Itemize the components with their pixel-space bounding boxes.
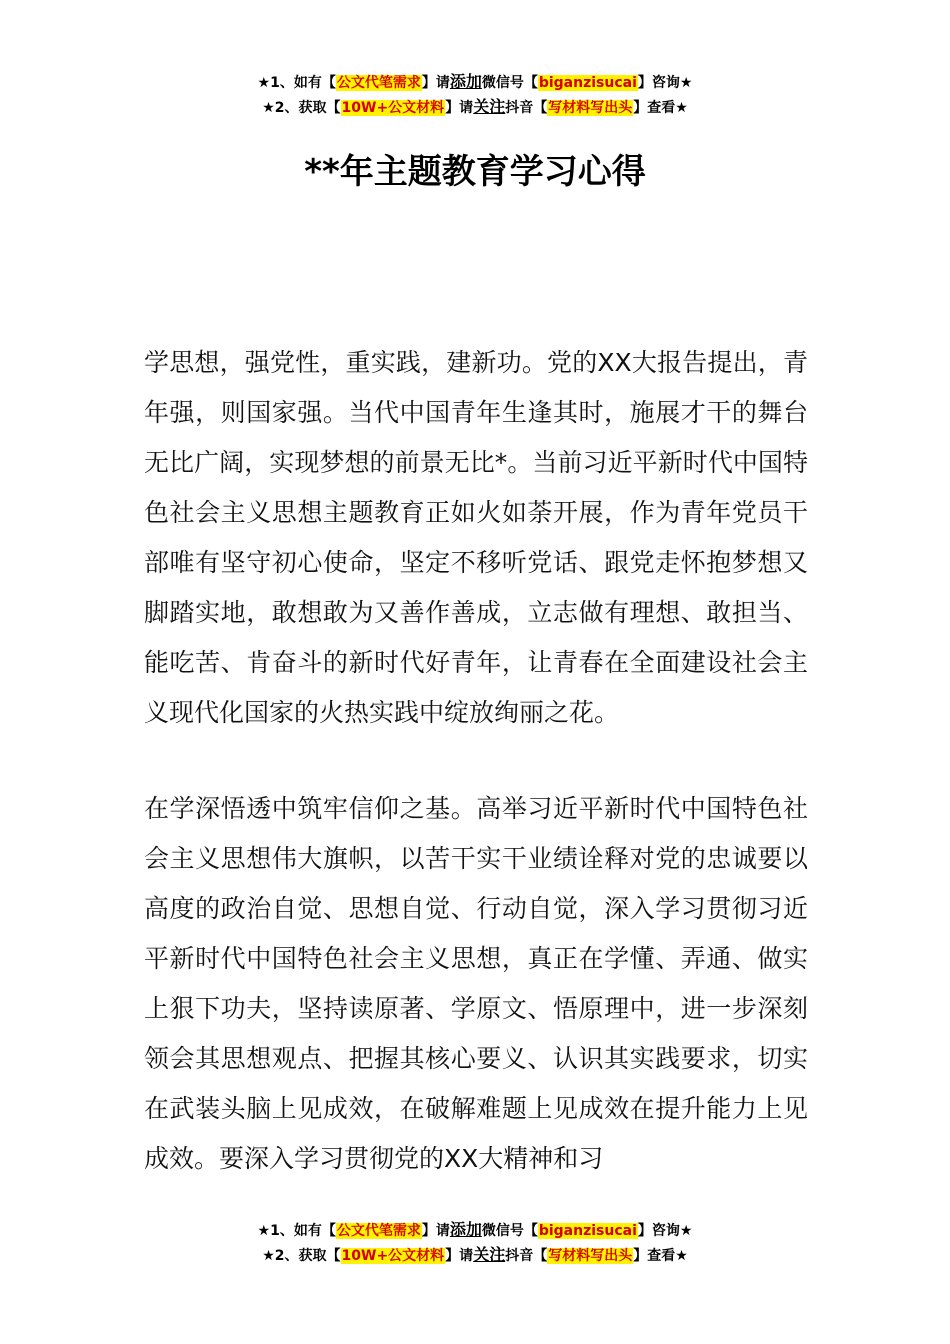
banner-highlight: 公文代笔需求 (336, 1223, 421, 1239)
banner-highlight: biganzisucai (538, 75, 637, 91)
banner-text: ★1、如有【 (257, 1223, 336, 1239)
banner-highlight: biganzisucai (538, 1223, 637, 1239)
banner-underline: 关注 (473, 1245, 506, 1264)
banner-text: ★2、获取【 (262, 1248, 341, 1264)
banner-highlight: 10W+公文材料 (341, 1248, 445, 1264)
banner-text: 微信号【 (481, 1223, 538, 1239)
banner-text: 抖音【 (505, 1248, 548, 1264)
banner-text: 微信号【 (481, 75, 538, 91)
banner-highlight: 10W+公文材料 (341, 100, 445, 116)
banner-line-2 (0, 95, 950, 120)
banner-highlight: 公文代笔需求 (336, 75, 421, 91)
banner-highlight: 写材料写出头 (548, 1248, 633, 1264)
header-banner (0, 70, 950, 120)
banner-highlight: 写材料写出头 (548, 100, 633, 116)
banner-underline: 添加 (449, 1220, 482, 1239)
banner-text: ★2、获取【 (262, 100, 341, 116)
body-paragraph: 学思想，强党性，重实践，建新功。党的XX大报告提出，青年强，则国家强。当代中国青年生逢其时，施展才干的舞台无比广阔，实现梦想的前景无比*。当前习近平新时代中国特色社会主义思想主题教育正如火如荼开展，作为青年党员干部唯有坚守初心使命，坚定不移听党话、跟党走怀抱梦想又脚踏实地，敢想敢为又善作善成，立志做有理想、敢担当、能吃苦、肯奋斗的新时代好青年，让青春在全面建设社会主义现代化国家的火热实践中绽放绚丽之花。 (144, 348, 808, 727)
banner-text: ★1、如有【 (257, 75, 336, 91)
banner-text: 】请 (421, 1223, 450, 1239)
banner-text: 】查看★ (633, 100, 688, 116)
banner-text: 】请 (421, 75, 450, 91)
banner-text: 】查看★ (633, 1248, 688, 1264)
banner-line-2 (0, 1243, 950, 1268)
banner-text: 】咨询★ (637, 75, 693, 91)
banner-line-1 (0, 1218, 950, 1243)
banner-text: 】请 (445, 100, 474, 116)
banner-line-1 (0, 70, 950, 95)
document-title: **年主题教育学习心得 (304, 152, 646, 192)
banner-text: 】咨询★ (637, 1223, 693, 1239)
banner-underline: 添加 (449, 72, 482, 91)
footer-banner (0, 1218, 950, 1268)
banner-text: 抖音【 (505, 100, 548, 116)
banner-underline: 关注 (473, 97, 506, 116)
banner-text: 】请 (445, 1248, 474, 1264)
body-paragraph: 在学深悟透中筑牢信仰之基。高举习近平新时代中国特色社会主义思想伟大旗帜，以苦干实干业绩诠释对党的忠诚要以高度的政治自觉、思想自觉、行动自觉，深入学习贯彻习近平新时代中国特色社会主义思想，真正在学懂、弄通、做实上狠下功夫，坚持读原著、学原文、悟原理中，进一步深刻领会其思想观点、把握其核心要义、认识其实践要求，切实在武装头脑上见成效，在破解难题上见成效在提升能力上见成效。要深入学习贯彻党的XX大精神和习 (144, 794, 808, 1173)
